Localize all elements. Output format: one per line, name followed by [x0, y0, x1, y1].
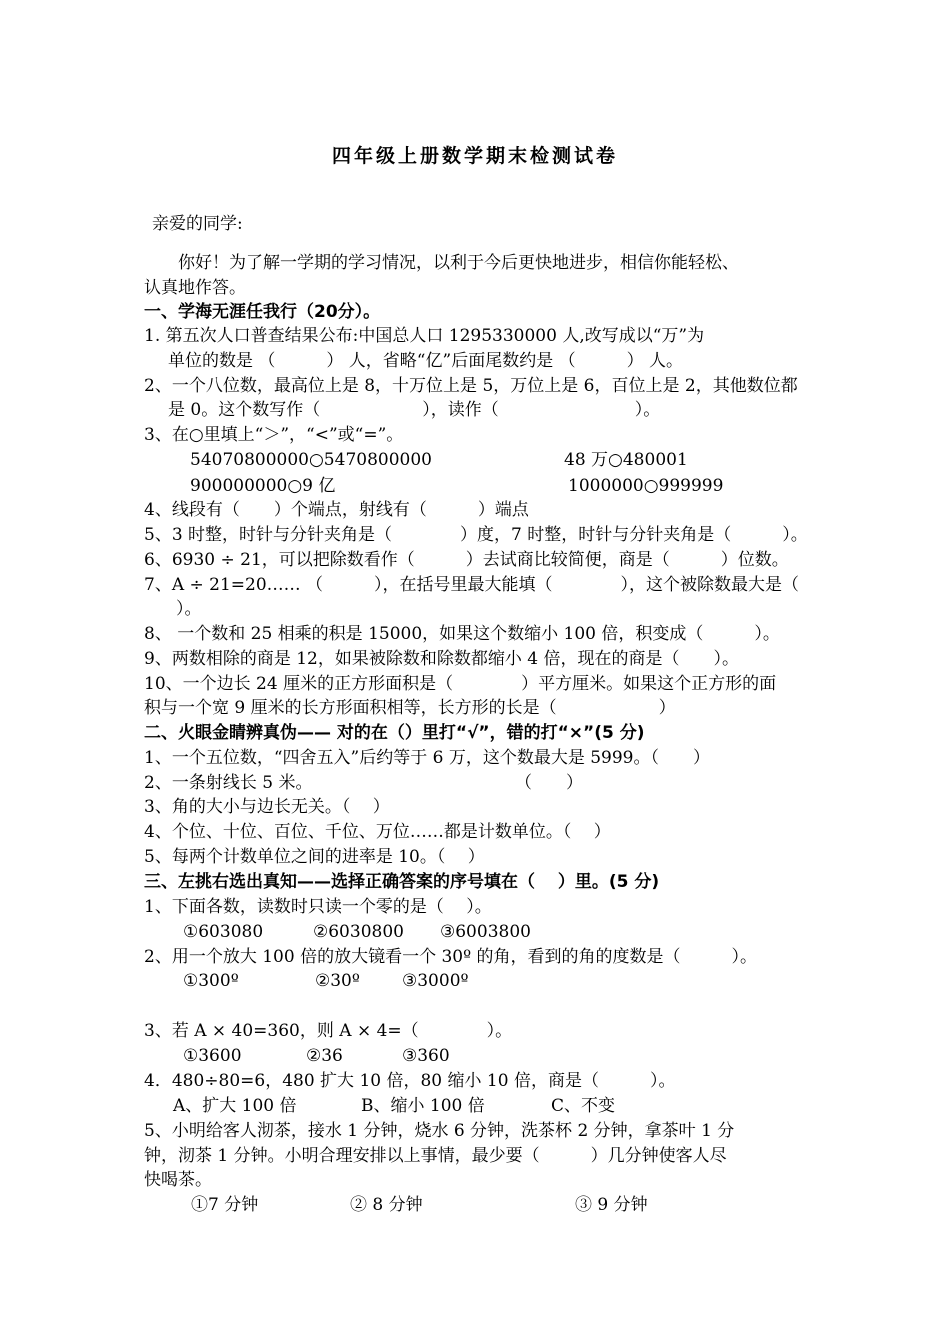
s3-q3: 3、若 A × 40=360，则 A × 4=（ ）。 — [144, 1021, 513, 1041]
s3-q3-opt-2: ②36 — [306, 1046, 343, 1066]
s1-q7-line-1: 7、A ÷ 21=20…… （ ），在括号里最大能填（ ），这个被除数最大是（ — [144, 575, 800, 595]
s2-q3: 3、角的大小与边长无关。（ ） — [144, 797, 390, 817]
s1-q5: 5、3 时整，时针与分针夹角是（ ）度，7 时整，时针与分针夹角是（ ）。 — [144, 525, 808, 545]
s3-q4-opt-b: B、缩小 100 倍 — [361, 1096, 485, 1116]
intro-line-2: 认真地作答。 — [144, 278, 246, 298]
s3-q2: 2、用一个放大 100 倍的放大镜看一个 30º 的角，看到的角的度数是（ ）。 — [144, 947, 758, 967]
s1-q1-line-2: 单位的数是 （ ） 人，省略“亿”后面尾数约是 （ ） 人。 — [168, 351, 683, 371]
section-3-heading: 三、左挑右选出真知——选择正确答案的序号填在（ ）里。(5 分) — [144, 872, 660, 892]
s3-q1-opt-2: ②6030800 — [313, 922, 404, 942]
section-1-heading: 一、学海无涯任我行（20分）。 — [144, 302, 381, 322]
s3-q4-opt-c: C、不变 — [551, 1096, 616, 1116]
s3-q5-opt-1: ①7 分钟 — [191, 1195, 259, 1215]
s1-q2-line-1: 2、一个八位数，最高位上是 8，十万位上是 5，万位上是 6，百位上是 2，其他数位都 — [144, 376, 798, 396]
s3-q5-line-2: 钟，沏茶 1 分钟。小明合理安排以上事情，最少要（ ）几分钟使客人尽 — [144, 1146, 727, 1166]
s3-q5-opt-3: ③ 9 分钟 — [575, 1195, 648, 1215]
s1-q4: 4、线段有（ ）个端点，射线有（ ）端点 — [144, 500, 529, 520]
s3-q3-opt-3: ③360 — [402, 1046, 450, 1066]
s1-q10-line-1: 10、一个边长 24 厘米的正方形面积是（ ）平方厘米。如果这个正方形的面 — [144, 674, 777, 694]
s3-q1-opt-1: ①603080 — [183, 922, 264, 942]
s3-q5-line-3: 快喝茶。 — [144, 1170, 212, 1190]
greeting: 亲爱的同学: — [152, 214, 243, 234]
page-title: 四年级上册数学期末检测试卷 — [331, 145, 618, 167]
s3-q2-opt-3: ③3000º — [402, 971, 469, 991]
s3-q5-opt-2: ② 8 分钟 — [350, 1195, 423, 1215]
s3-q2-opt-2: ②30º — [315, 971, 360, 991]
s2-q5: 5、每两个计数单位之间的进率是 10。（ ） — [144, 847, 485, 867]
s2-q1: 1、一个五位数，“四舍五入”后约等于 6 万，这个数最大是 5999。（ ） — [144, 748, 710, 768]
s1-q9: 9、两数相除的商是 12，如果被除数和除数都缩小 4 倍，现在的商是（ ）。 — [144, 649, 739, 669]
s3-q4-opt-a: A、扩大 100 倍 — [173, 1096, 297, 1116]
s1-q2-line-2: 是 0。这个数写作（ ），读作（ ）。 — [168, 400, 661, 420]
s2-q2-bracket: （ ） — [515, 773, 583, 793]
s3-q4: 4．480÷80=6，480 扩大 10 倍，80 缩小 10 倍，商是（ ）。 — [144, 1071, 676, 1091]
s3-q2-opt-1: ①300º — [183, 971, 239, 991]
s2-q4: 4、个位、十位、百位、千位、万位……都是计数单位。（ ） — [144, 822, 611, 842]
s3-q1-opt-3: ③6003800 — [440, 922, 531, 942]
s1-q6: 6、6930 ÷ 21，可以把除数看作（ ）去试商比较简便，商是（ ）位数。 — [144, 550, 789, 570]
s3-q3-opt-1: ①3600 — [183, 1046, 242, 1066]
s1-q3-compare-d: 1000000○999999 — [568, 476, 724, 496]
intro-line-1: 你好！为了解一学期的学习情况，以利于今后更快地进步，相信你能轻松、 — [178, 253, 739, 273]
s3-q1: 1、下面各数，读数时只读一个零的是（ ）。 — [144, 897, 492, 917]
s1-q3: 3、在○里填上“＞”，“<”或“=”。 — [144, 425, 404, 445]
s1-q8: 8、 一个数和 25 相乘的积是 15000，如果这个数缩小 100 倍，积变成（ ）。 — [144, 624, 780, 644]
s1-q10-line-2: 积与一个宽 9 厘米的长方形面积相等，长方形的长是（ ） — [144, 698, 676, 718]
section-2-heading: 二、火眼金睛辨真伪—— 对的在（）里打“√”，错的打“×”(5 分) — [144, 723, 645, 743]
s1-q3-compare-b: 48 万○480001 — [564, 450, 688, 470]
s3-q5-line-1: 5、小明给客人沏茶，接水 1 分钟，烧水 6 分钟，洗茶杯 2 分钟，拿茶叶 1 分 — [144, 1121, 735, 1141]
s1-q7-line-2: ）。 — [176, 599, 202, 619]
s1-q3-compare-c: 900000000○9 亿 — [190, 476, 336, 496]
s1-q1-line-1: 1. 第五次人口普查结果公布:中国总人口 1295330000 人,改写成以“万”为 — [144, 326, 705, 346]
s1-q3-compare-a: 54070800000○5470800000 — [190, 450, 432, 470]
s2-q2: 2、一条射线长 5 米。 — [144, 773, 313, 793]
